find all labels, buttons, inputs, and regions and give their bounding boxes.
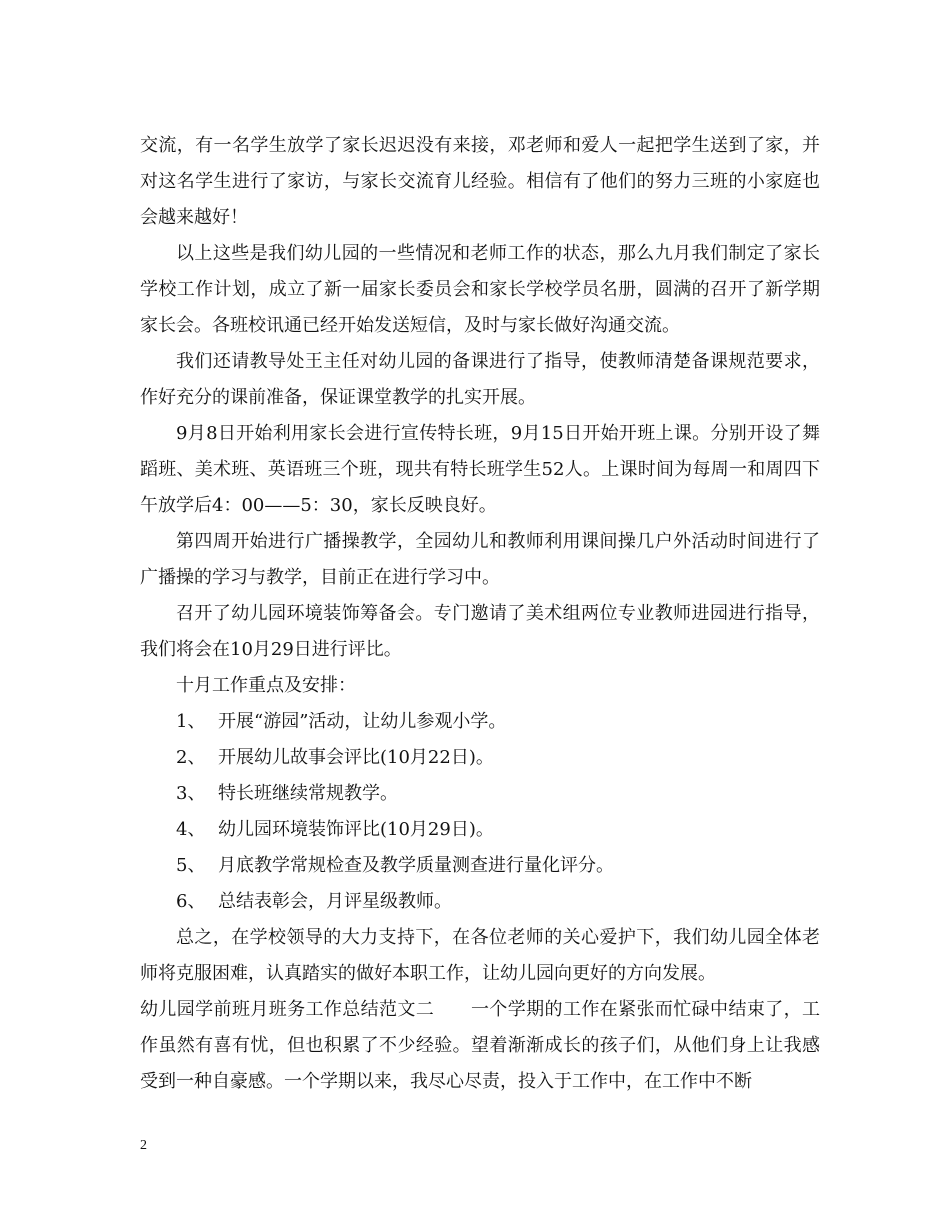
list-item-text: 开展幼儿故事会评比(10月22日)。 [218, 747, 494, 768]
list-item-text: 开展“游园”活动，让幼儿参观小学。 [218, 711, 507, 732]
list-item [140, 884, 820, 920]
list-item-text: 幼儿园环境装饰评比(10月29日)。 [218, 819, 494, 840]
list-item-number: 1、 [176, 711, 206, 732]
list-item-number: 6、 [176, 891, 206, 912]
list-item [140, 776, 820, 812]
paragraph-continuation: 交流，有一名学生放学了家长迟迟没有来接，邓老师和爱人一起把学生送到了家，并对这名学生进行了家访，与家长交流育儿经验。相信有了他们的努力三班的小家庭也会越来越好！ [140, 135, 820, 228]
list-item [140, 848, 820, 884]
list-item [140, 740, 820, 776]
list-item-text: 月底教学常规检查及教学质量测查进行量化评分。 [218, 855, 614, 876]
paragraph-broadcast-exercise: 第四周开始进行广播操教学，全园幼儿和教师利用课间操几户外活动时间进行了广播操的学习与教学，目前正在进行学习中。 [140, 531, 820, 588]
list-item-text: 总结表彰会，月评星级教师。 [218, 891, 452, 912]
paragraph-special-classes: 9月8日开始利用家长会进行宣传特长班，9月15日开始开班上课。分别开设了舞蹈班、美术班、英语班三个班，现共有特长班学生52人。上课时间为每周一和周四下午放学后4：00——5：30，家长反映良好。 [140, 423, 820, 516]
list-item-number: 4、 [176, 819, 206, 840]
paragraph-october-plan-heading: 十月工作重点及安排： [176, 675, 356, 696]
list-item [140, 704, 820, 740]
paragraph-parent-school: 以上这些是我们幼儿园的一些情况和老师工作的状态，那么九月我们制定了家长学校工作计划，成立了新一届家长委员会和家长学校学员名册，圆满的召开了新学期家长会。各班校讯通已经开始发送短信，及时与家长做好沟通交流。 [140, 243, 820, 336]
document-body [140, 128, 820, 1100]
paragraph-section-two: 幼儿园学前班月班务工作总结范文二 一个学期的工作在紧张而忙碌中结束了，工作虽然有喜有忧，但也积累了不少经验。望着渐渐成长的孩子们，从他们身上让我感受到一种自豪感。一个学期以来，我尽心尽责，投入于工作中，在工作中不断 [140, 999, 820, 1092]
page-number: 2 [140, 1138, 147, 1153]
list-item-number: 2、 [176, 747, 206, 768]
list-item-number: 5、 [176, 855, 206, 876]
paragraph-environment-decoration: 召开了幼儿园环境装饰筹备会。专门邀请了美术组两位专业教师进园进行指导，我们将会在10月29日进行评比。 [140, 603, 820, 660]
list-item-text: 特长班继续常规教学。 [218, 783, 398, 804]
paragraph-closing: 总之，在学校领导的大力支持下，在各位老师的关心爱护下，我们幼儿园全体老师将克服困难，认真踏实的做好本职工作，让幼儿园向更好的方向发展。 [140, 927, 820, 984]
paragraph-lesson-guidance: 我们还请教导处王主任对幼儿园的备课进行了指导，使教师清楚备课规范要求，作好充分的课前准备，保证课堂教学的扎实开展。 [140, 351, 820, 408]
list-item [140, 812, 820, 848]
list-item-number: 3、 [176, 783, 206, 804]
